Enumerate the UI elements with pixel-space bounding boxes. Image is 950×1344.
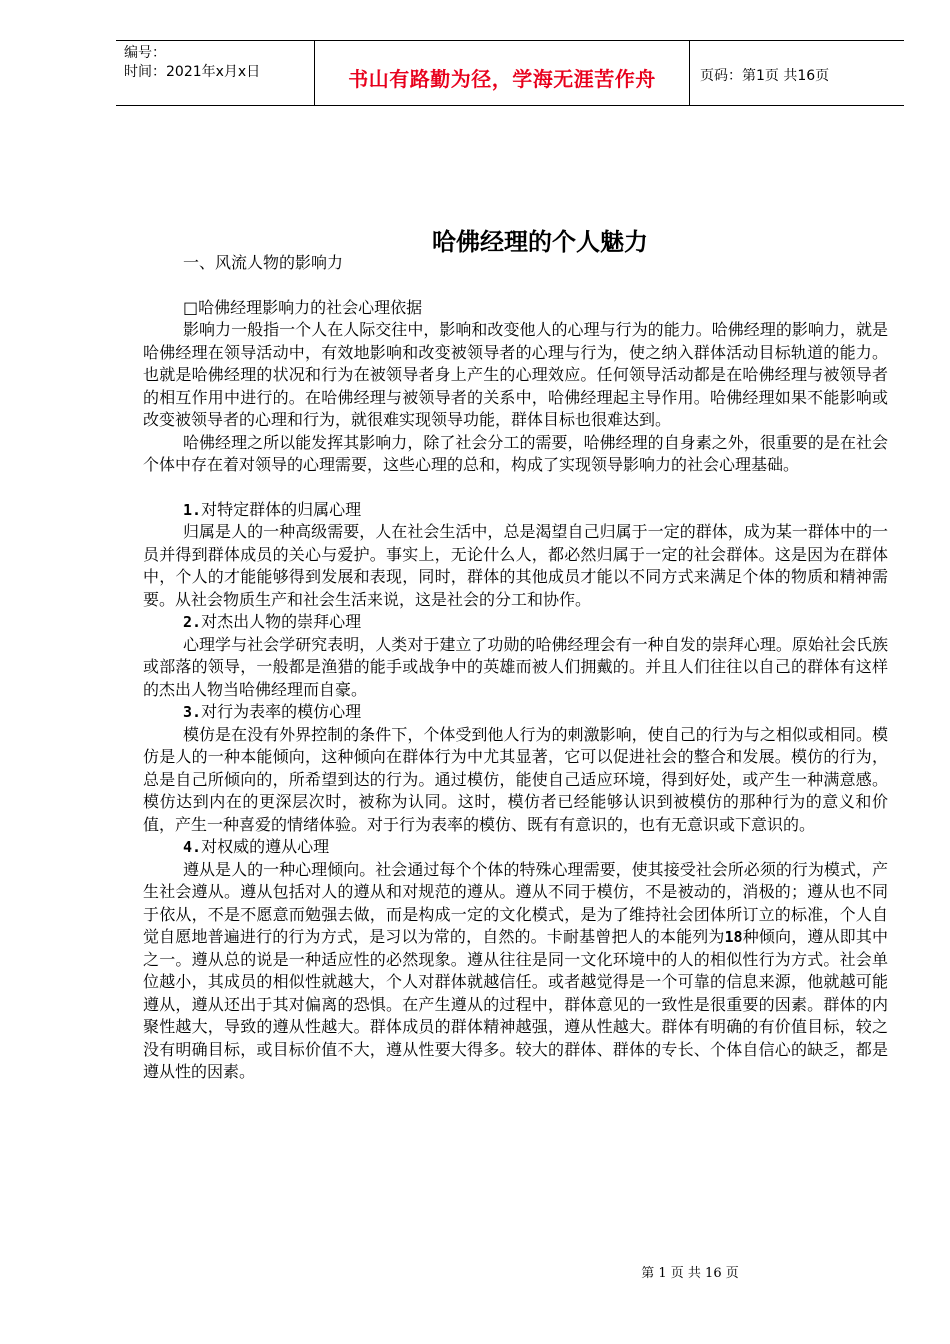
paragraph: 影响力一般指一个人在人际交往中，影响和改变他人的心理与行为的能力。哈佛经理的影响力，就是哈佛经理在领导活动中，有效地影响和改变被领导者的心理与行为，使之纳入群体活动目标轨道的能力。也就是哈佛经理的状况和行为在被领导者身上产生的心理效应。任何领导活动都是在哈佛经理与被领导者的相互作用中进行的。在哈佛经理与被领导者的关系中，哈佛经理起主导作用。哈佛经理如果不能影响或改变被领导者的心理和行为，就很难实现领导功能，群体目标也很难达到。 bbox=[143, 320, 888, 429]
paragraph: 心理学与社会学研究表明，人类对于建立了功勋的哈佛经理会有一种自发的崇拜心理。原始社会氏族或部落的领导，一般都是渔猎的能手或战争中的英雄而被人们拥戴的。并且人们往往以自己的群体有这样的杰出人物当哈佛经理而自豪。 bbox=[143, 634, 888, 699]
item-number: 2. bbox=[183, 613, 202, 631]
header-meta bbox=[124, 44, 260, 82]
document-body bbox=[143, 252, 888, 1084]
header-code-label: 编号： bbox=[124, 45, 166, 61]
item-heading bbox=[143, 499, 888, 522]
document-title: 哈佛经理的个人魅力 bbox=[432, 228, 648, 256]
header-time-label: 时间：2021年x月x日 bbox=[124, 64, 261, 80]
paragraph-text: 遵从是人的一种心理倾向。社会通过每个个体的特殊心理需要，使其接受社会所必须的行为模式，产生社会遵从。遵从包括对人的遵从和对规范的遵从。遵从不同于模仿，不是被动的，消极的；遵从也不同于依从，不是不愿意而勉强去做，而是构成一定的文化模式，是为了维持社会团体所订立的标准，个人自觉自愿地普遍进行的行为方式，是习以为常的，自然的。卡耐基曾把人的本能列为 bbox=[143, 859, 888, 946]
page-header bbox=[116, 40, 904, 106]
item-heading bbox=[143, 836, 888, 859]
item-heading-text: 对特定群体的归属心理 bbox=[201, 499, 362, 519]
item-heading bbox=[143, 701, 888, 724]
page-footer: 第 1 页 共 16 页 bbox=[641, 1266, 739, 1281]
header-divider bbox=[689, 41, 690, 105]
paragraph: 模仿是在没有外界控制的条件下，个体受到他人行为的刺激影响，使自己的行为与之相似或相同。模仿是人的一种本能倾向，这种倾向在群体行为中尤其显著，它可以促进社会的整合和发展。模仿的行为，总是自己所倾向的，所希望到达的行为。通过模仿，能使自己适应环境，得到好处，或产生一种满意感。模仿达到内在的更深层次时，被称为认同。这时，模仿者已经能够认识到被模仿的那种行为的意义和价值，产生一种喜爱的情绪体验。对于行为表率的模仿、既有有意识的，也有无意识或下意识的。 bbox=[143, 724, 888, 834]
item-number: 1. bbox=[183, 500, 202, 519]
header-motto: 书山有路勤为径，学海无涯苦作舟 bbox=[348, 67, 656, 91]
section-heading: 一、风流人物的影响力 bbox=[183, 253, 344, 272]
item-number: 4. bbox=[183, 838, 202, 856]
item-heading-text: 对权威的遵从心理 bbox=[201, 837, 330, 856]
subsection-heading: □哈佛经理影响力的社会心理依据 bbox=[183, 297, 423, 317]
header-page-info: 页码：第1页 共16页 bbox=[700, 68, 830, 84]
item-heading bbox=[143, 611, 888, 634]
paragraph-text: 种倾向，遵从即其中之一。遵从总的说是一种适应性的必然现象。遵从往往是同一文化环境中的人的相似性行为方式。社会单位越小，其成员的相似性就越大，个人对群体就越信任。或者越觉得是一个可靠的信息来源，他就越可能遵从，遵从还出于其对偏离的恐惧。在产生遵从的过程中，群体意见的一致性是很重要的因素。群体的内聚性越大，导致的遵从性越大。群体成员的群体精神越强，遵从性越大。群体有明确的有价值目标，较之没有明确目标，或目标价值不大，遵从性要大得多。较大的群体、群体的专长、个体自信心的缺乏，都是遵从性的因素。 bbox=[143, 927, 888, 1081]
paragraph: 归属是人的一种高级需要，人在社会生活中，总是渴望自己归属于一定的群体，成为某一群体中的一员并得到群体成员的关心与爱护。事实上，无论什么人，都必然归属于一定的社会群体。这是因为在群体中，个人的才能能够得到发展和表现，同时，群体的其他成员才能以不同方式来满足个体的物质和精神需要。从社会物质生产和社会生活来说，这是社会的分工和协作。 bbox=[143, 522, 888, 609]
item-heading-text: 对杰出人物的崇拜心理 bbox=[201, 612, 362, 631]
item-heading-text: 对行为表率的模仿心理 bbox=[201, 702, 362, 721]
paragraph: 哈佛经理之所以能发挥其影响力，除了社会分工的需要，哈佛经理的自身素之外，很重要的是在社会个体中存在着对领导的心理需要，这些心理的总和，构成了实现领导影响力的社会心理基础。 bbox=[143, 432, 888, 474]
paragraph bbox=[143, 859, 888, 1084]
inline-number: 18 bbox=[724, 928, 743, 946]
item-number: 3. bbox=[183, 703, 202, 721]
